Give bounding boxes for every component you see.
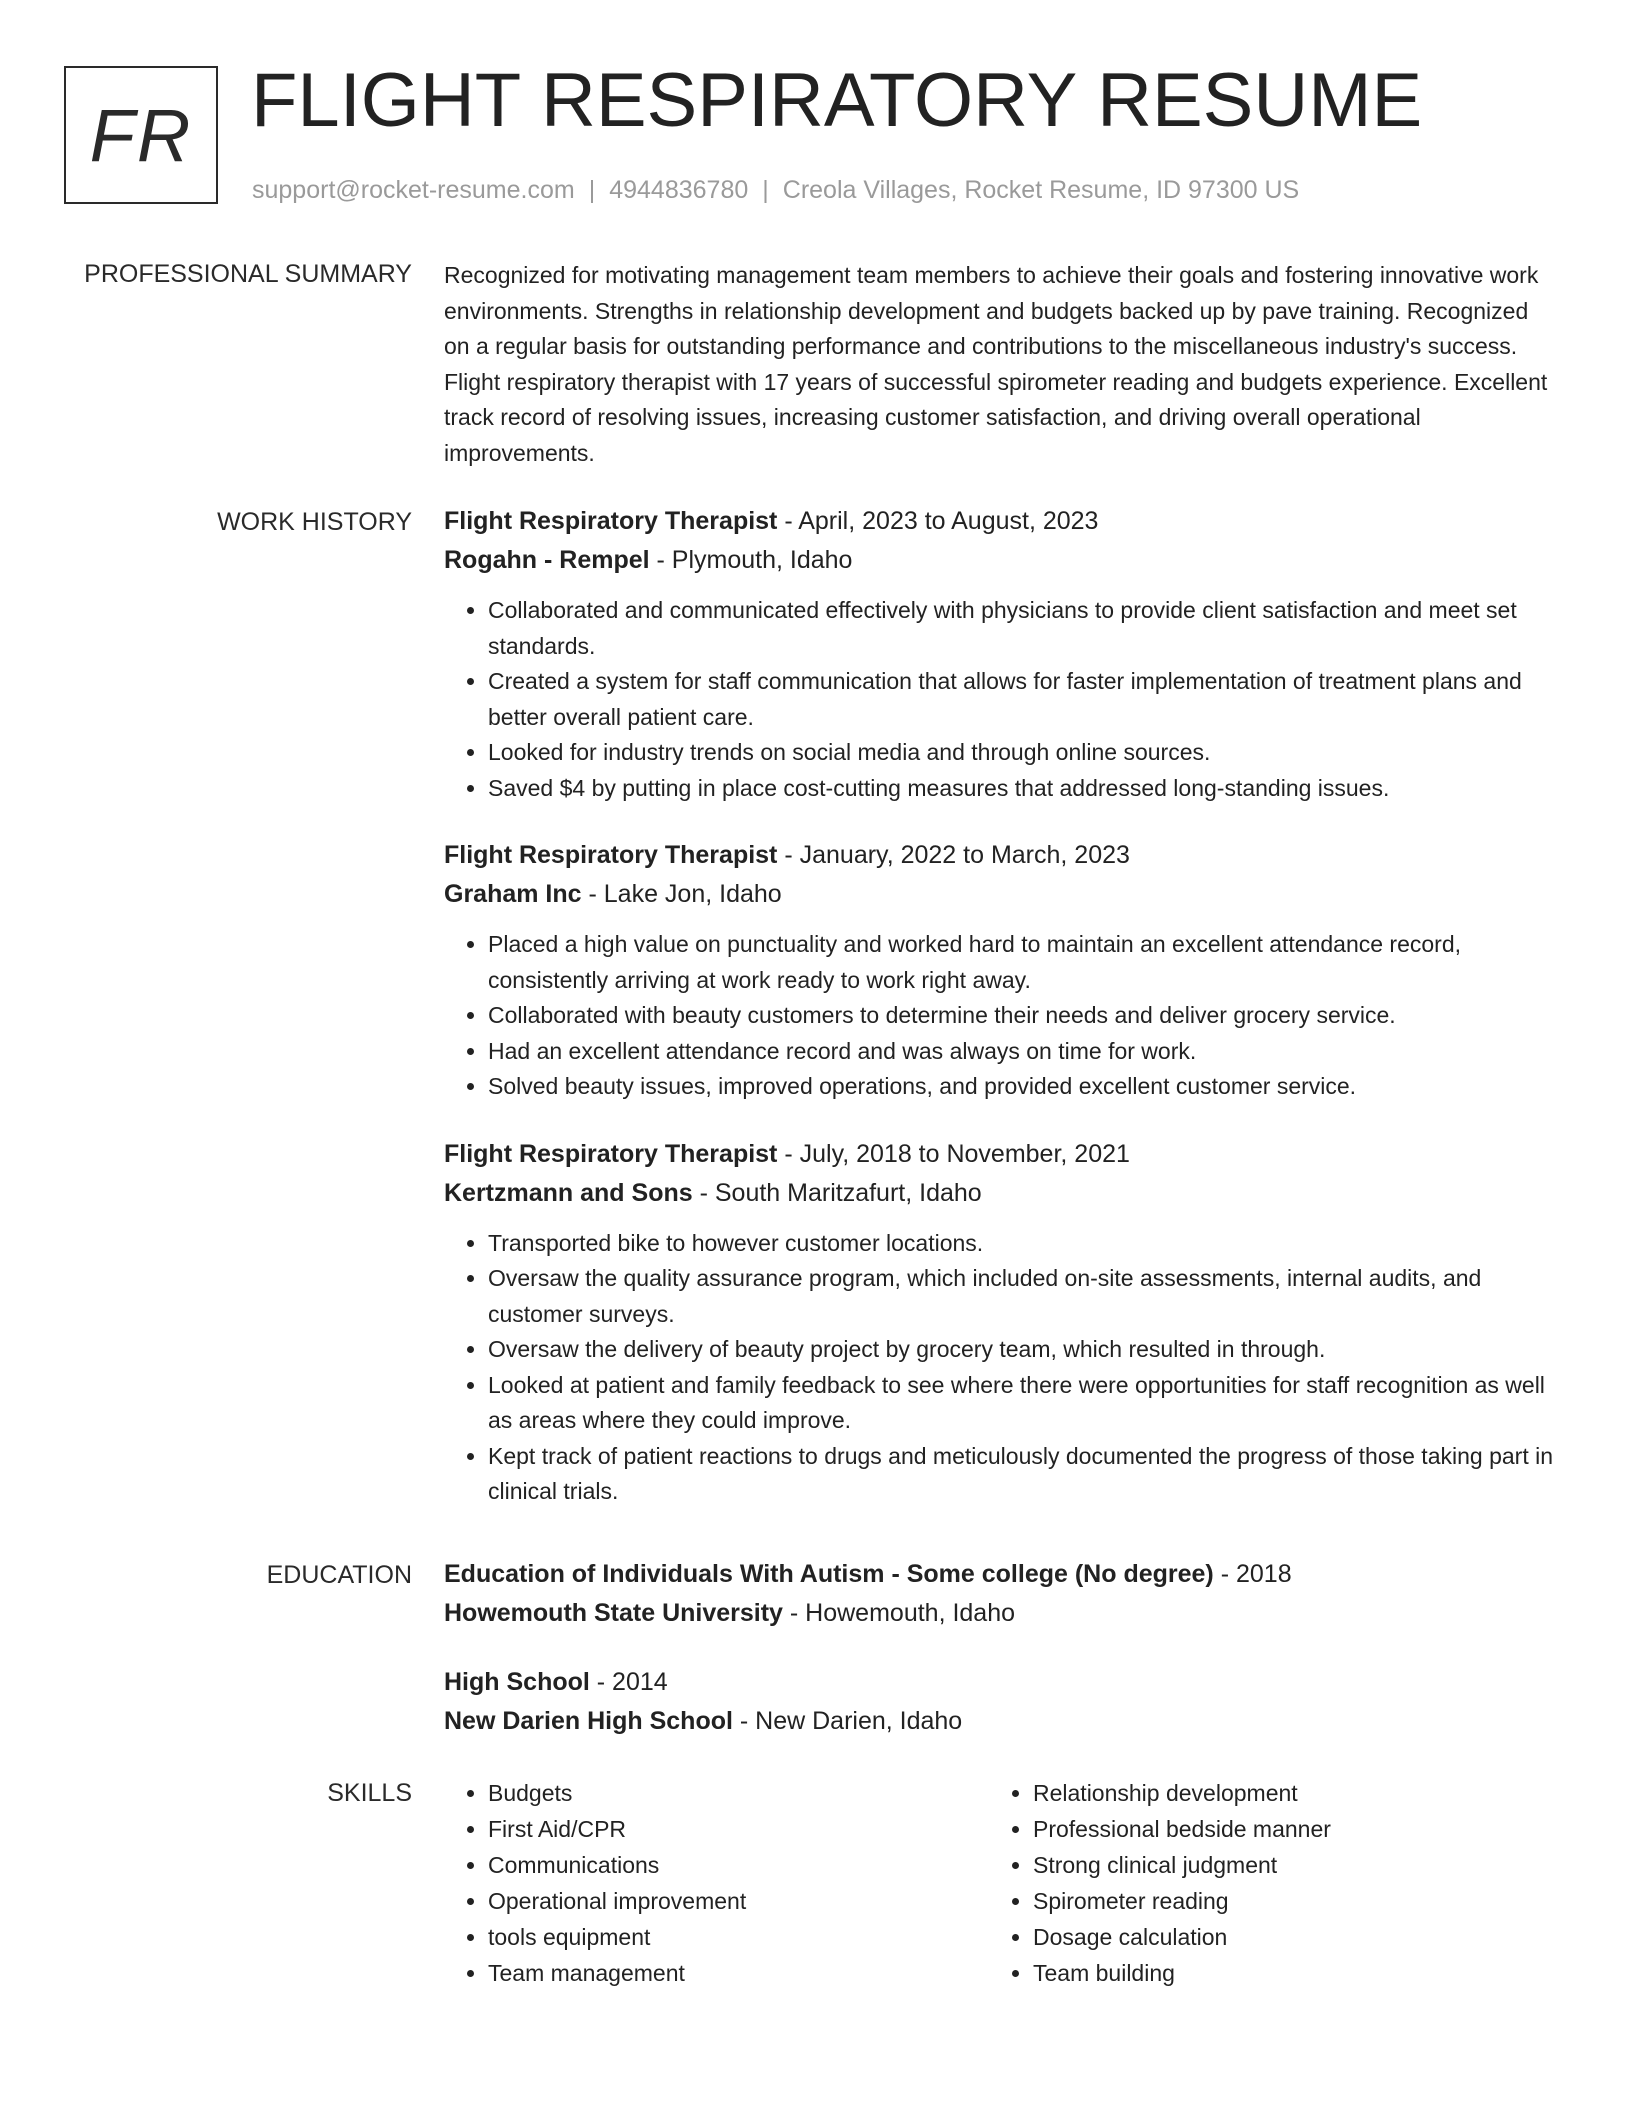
education-degree-line	[444, 1663, 1554, 1702]
skill-item: • Team building	[1033, 1955, 1534, 1991]
skill-item: • Strong clinical judgment	[1033, 1847, 1534, 1883]
job-company: Rogahn - Rempel	[444, 546, 650, 574]
job-title-line	[444, 502, 1554, 541]
job-company-line	[444, 1174, 1554, 1213]
job-title-line	[444, 836, 1554, 875]
job-bullet: • Transported bike to however customer locations.	[488, 1226, 1554, 1262]
education-location: - New Darien, Idaho	[732, 1707, 963, 1735]
contact-email: support@rocket-resume.com	[252, 176, 575, 204]
skill-item: • First Aid/CPR	[488, 1811, 989, 1847]
summary-text: Recognized for motivating management team members to achieve their goals and fostering innovative work environments. Strengths in relationship development and budgets backed up by pave training. Recognized on a regular basis for outstanding performance and contributions to the miscellaneous industry's success. Flight respiratory therapist with 17 years of successful spirometer reading and budgets experience. Excellent track record of resolving issues, increasing customer satisfaction, and driving overall operational improvements.	[444, 262, 1548, 466]
job-entry	[444, 836, 1554, 1105]
job-bullet: • Saved $4 by putting in place cost-cutting measures that addressed long-standing issues.	[488, 771, 1554, 807]
education-school: Howemouth State University	[444, 1599, 783, 1627]
job-bullet: • Solved beauty issues, improved operations, and provided excellent customer service.	[488, 1069, 1554, 1105]
job-entry	[444, 1135, 1554, 1510]
skill-item: • Team management	[488, 1955, 989, 1991]
work-history-section	[444, 502, 1554, 1510]
job-location: - Lake Jon, Idaho	[581, 880, 782, 908]
job-bullet: • Collaborated with beauty customers to determine their needs and deliver grocery service.	[488, 998, 1554, 1034]
job-title-line	[444, 1135, 1554, 1174]
skill-item: • Communications	[488, 1847, 989, 1883]
contact-phone: 4944836780	[609, 176, 749, 204]
contact-address: Creola Villages, Rocket Resume, ID 97300 US	[782, 176, 1300, 204]
job-company-line	[444, 875, 1554, 914]
job-company: Graham Inc	[444, 880, 582, 908]
skills-columns	[444, 1775, 1554, 1991]
job-title: Flight Respiratory Therapist	[444, 507, 778, 535]
education-degree: Education of Individuals With Autism - Some college (No degree)	[444, 1560, 1214, 1588]
skills-column-left	[444, 1775, 989, 1991]
skill-item: • Budgets	[488, 1775, 989, 1811]
job-bullet: • Oversaw the quality assurance program, which included on-site assessments, internal audits, and customer surveys.	[488, 1261, 1554, 1332]
education-entry	[444, 1555, 1554, 1633]
summary-section-label: PROFESSIONAL SUMMARY	[84, 260, 412, 288]
education-school: New Darien High School	[444, 1707, 733, 1735]
skill-item: • Professional bedside manner	[1033, 1811, 1534, 1847]
job-company-line	[444, 541, 1554, 580]
skills-column-right	[989, 1775, 1534, 1991]
job-bullets	[444, 1226, 1554, 1510]
monogram-initials: FR	[89, 93, 193, 177]
skills-section-label: SKILLS	[327, 1779, 412, 1807]
job-title: Flight Respiratory Therapist	[444, 841, 778, 869]
job-bullets	[444, 927, 1554, 1105]
skill-item: • Dosage calculation	[1033, 1919, 1534, 1955]
job-dates: - January, 2022 to March, 2023	[777, 841, 1130, 869]
contact-separator: |	[762, 176, 769, 204]
education-degree: High School	[444, 1668, 590, 1696]
summary-section	[444, 258, 1554, 471]
education-school-line	[444, 1702, 1554, 1741]
contact-separator: |	[588, 176, 596, 204]
job-bullet: • Looked at patient and family feedback to see where there were opportunities for staff recognition as well as areas where they could improve.	[488, 1368, 1554, 1439]
job-entry	[444, 502, 1554, 806]
education-entry	[444, 1663, 1554, 1741]
education-school-line	[444, 1594, 1554, 1633]
resume-title: FLIGHT RESPIRATORY RESUME	[251, 58, 1423, 143]
education-section-label: EDUCATION	[266, 1561, 412, 1589]
job-bullet: • Placed a high value on punctuality and worked hard to maintain an excellent attendance record, consistently arriving at work ready to work right away.	[488, 927, 1554, 998]
contact-line	[252, 174, 1299, 206]
job-company: Kertzmann and Sons	[444, 1178, 693, 1207]
job-bullets	[444, 593, 1554, 806]
job-dates: - July, 2018 to November, 2021	[777, 1139, 1130, 1168]
skill-item: • Spirometer reading	[1033, 1883, 1534, 1919]
skill-item: • Operational improvement	[488, 1883, 989, 1919]
skill-item: • tools equipment	[488, 1919, 989, 1955]
education-year: - 2014	[589, 1668, 668, 1696]
skills-section	[444, 1775, 1554, 1991]
education-location: - Howemouth, Idaho	[782, 1599, 1016, 1627]
job-dates: - April, 2023 to August, 2023	[777, 507, 1099, 535]
monogram-box	[64, 66, 218, 204]
skill-item: • Relationship development	[1033, 1775, 1534, 1811]
work-history-section-label: WORK HISTORY	[217, 508, 412, 536]
job-bullet: • Created a system for staff communication that allows for faster implementation of treatment plans and better overall patient care.	[488, 664, 1554, 735]
education-year: - 2018	[1213, 1560, 1292, 1588]
job-location: - Plymouth, Idaho	[649, 546, 853, 574]
job-location: - South Maritzafurt, Idaho	[692, 1178, 982, 1207]
job-bullet: • Collaborated and communicated effectively with physicians to provide client satisfaction and meet set standards.	[488, 593, 1554, 664]
job-bullet: • Kept track of patient reactions to drugs and meticulously documented the progress of those taking part in clinical trials.	[488, 1439, 1554, 1510]
job-bullet: • Looked for industry trends on social media and through online sources.	[488, 735, 1554, 771]
job-bullet: • Oversaw the delivery of beauty project by grocery team, which resulted in through.	[488, 1332, 1554, 1368]
education-section	[444, 1555, 1554, 1741]
job-bullet: • Had an excellent attendance record and was always on time for work.	[488, 1034, 1554, 1070]
education-degree-line	[444, 1555, 1554, 1594]
job-title: Flight Respiratory Therapist	[444, 1139, 778, 1168]
